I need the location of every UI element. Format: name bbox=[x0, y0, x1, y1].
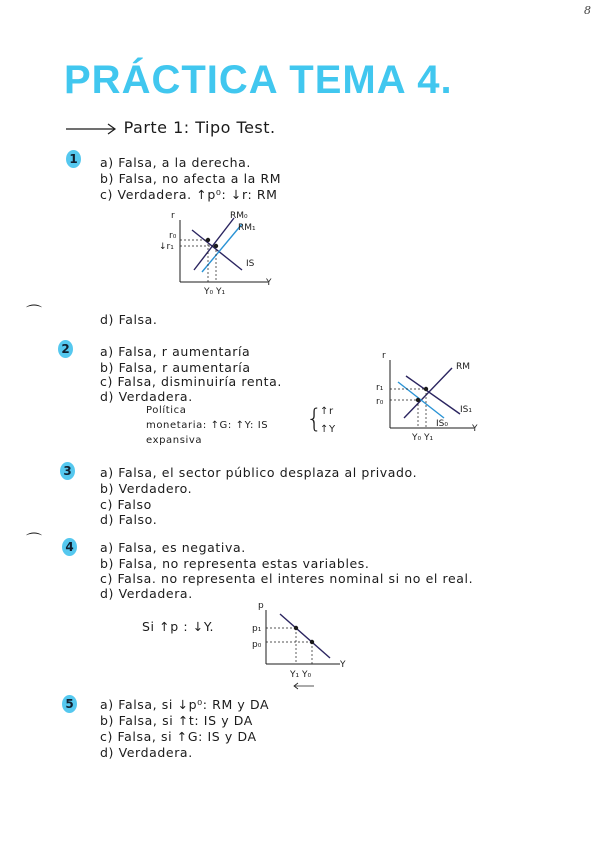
q2-effect-r: ↑r bbox=[320, 406, 334, 417]
q3-option-c: c) Falso bbox=[100, 497, 152, 512]
q1-graph-y0y1-label: Y₀ Y₁ bbox=[204, 287, 226, 297]
question-2-badge: 2 bbox=[58, 340, 73, 358]
q5-option-b: b) Falsa, si ↑t: IS y DA bbox=[100, 713, 253, 728]
q1-option-d: d) Falsa. bbox=[100, 312, 158, 327]
q3-option-a: a) Falsa, el sector público desplaza al privado. bbox=[100, 465, 418, 480]
page-title: PRÁCTICA TEMA 4. bbox=[64, 58, 453, 102]
q3-option-d: d) Falso. bbox=[100, 512, 158, 527]
question-4-badge: 4 bbox=[62, 538, 77, 556]
brace-icon: { bbox=[306, 404, 324, 434]
q4-note: Si ↑p : ↓Y. bbox=[142, 619, 215, 634]
q3-option-b: b) Verdadero. bbox=[100, 481, 193, 496]
q2-graph-r-label: r bbox=[382, 351, 386, 361]
q2-islm-graph bbox=[368, 352, 488, 447]
long-right-arrow-icon bbox=[66, 123, 118, 135]
q1-curve-is bbox=[192, 230, 242, 270]
subtitle-text: Parte 1: Tipo Test. bbox=[123, 118, 276, 137]
q1-graph-rm1-label: RM₁ bbox=[238, 223, 256, 233]
question-1-badge: 1 bbox=[66, 150, 81, 168]
section-subtitle bbox=[66, 118, 276, 137]
q4-graph-y-label: Y bbox=[340, 660, 346, 670]
question-5-badge: 5 bbox=[62, 695, 77, 713]
q4-graph-p-label: p bbox=[258, 601, 264, 611]
q1-graph-r0-label: r₀ bbox=[169, 231, 177, 241]
q1-option-b: b) Falsa, no afecta a la RM bbox=[100, 171, 282, 186]
q2-effect-y: ↑Y bbox=[320, 424, 336, 435]
question-3-badge: 3 bbox=[60, 462, 75, 480]
q5-option-d: d) Verdadera. bbox=[100, 745, 193, 760]
q1-graph-y-label: Y bbox=[266, 278, 272, 288]
q4-graph-p1-label: p₁ bbox=[252, 624, 262, 634]
q5-option-c: c) Falsa, si ↑G: IS y DA bbox=[100, 729, 257, 744]
q4-option-a: a) Falsa, es negativa. bbox=[100, 540, 246, 555]
q2-option-a: a) Falsa, r aumentaría bbox=[100, 344, 251, 359]
q1-option-a: a) Falsa, a la derecha. bbox=[100, 155, 251, 170]
q2-graph-y-label: Y bbox=[472, 424, 478, 434]
q4-option-d: d) Verdadera. bbox=[100, 586, 193, 601]
q4-graph-y1y0-label: Y₁ Y₀ bbox=[290, 670, 312, 680]
q1-graph-rm0-label: RM₀ bbox=[230, 211, 248, 221]
q4-option-c: c) Falsa. no representa el interes nominal si no el real. bbox=[100, 571, 474, 586]
page-number: 8 bbox=[584, 4, 591, 17]
q2-graph-r1-label: r₁ bbox=[376, 383, 384, 393]
q2-option-c: c) Falsa, disminuiría renta. bbox=[100, 374, 282, 389]
q1-graph-is-label: IS bbox=[246, 259, 255, 269]
q4-graph-p0-label: p₀ bbox=[252, 640, 262, 650]
q1-islm-graph bbox=[150, 210, 290, 300]
q1-graph-r-label: r bbox=[171, 211, 175, 221]
q2-graph-rm-label: RM bbox=[456, 362, 471, 372]
q5-option-a: a) Falsa, si ↓p⁰: RM y DA bbox=[100, 697, 270, 712]
q2-option-b: b) Falsa, r aumentaría bbox=[100, 360, 251, 375]
q2-policy-line-1: Política bbox=[146, 405, 187, 416]
q4-curve-da bbox=[280, 614, 330, 658]
curl-mark-icon: ⌒ bbox=[26, 531, 43, 550]
curl-mark-icon: ⌒ bbox=[26, 303, 43, 322]
q2-graph-is0-label: IS₀ bbox=[436, 419, 448, 429]
q4-option-b: b) Falsa, no representa estas variables. bbox=[100, 556, 370, 571]
q2-graph-r0-label: r₀ bbox=[376, 397, 384, 407]
q2-graph-is1-label: IS₁ bbox=[460, 405, 472, 415]
q1-graph-r1-label: ↓r₁ bbox=[159, 242, 174, 252]
q2-graph-y0y1-label: Y₀ Y₁ bbox=[412, 433, 434, 443]
q1-curve-rm0 bbox=[194, 218, 234, 270]
q4-da-graph bbox=[240, 600, 360, 700]
q2-policy-line-2: monetaria: ↑G: ↑Y: IS bbox=[146, 420, 269, 431]
q2-policy-line-3: expansiva bbox=[146, 435, 203, 446]
q2-option-d: d) Verdadera. bbox=[100, 389, 193, 404]
q1-option-c: c) Verdadera. ↑p⁰: ↓r: RM bbox=[100, 187, 278, 202]
